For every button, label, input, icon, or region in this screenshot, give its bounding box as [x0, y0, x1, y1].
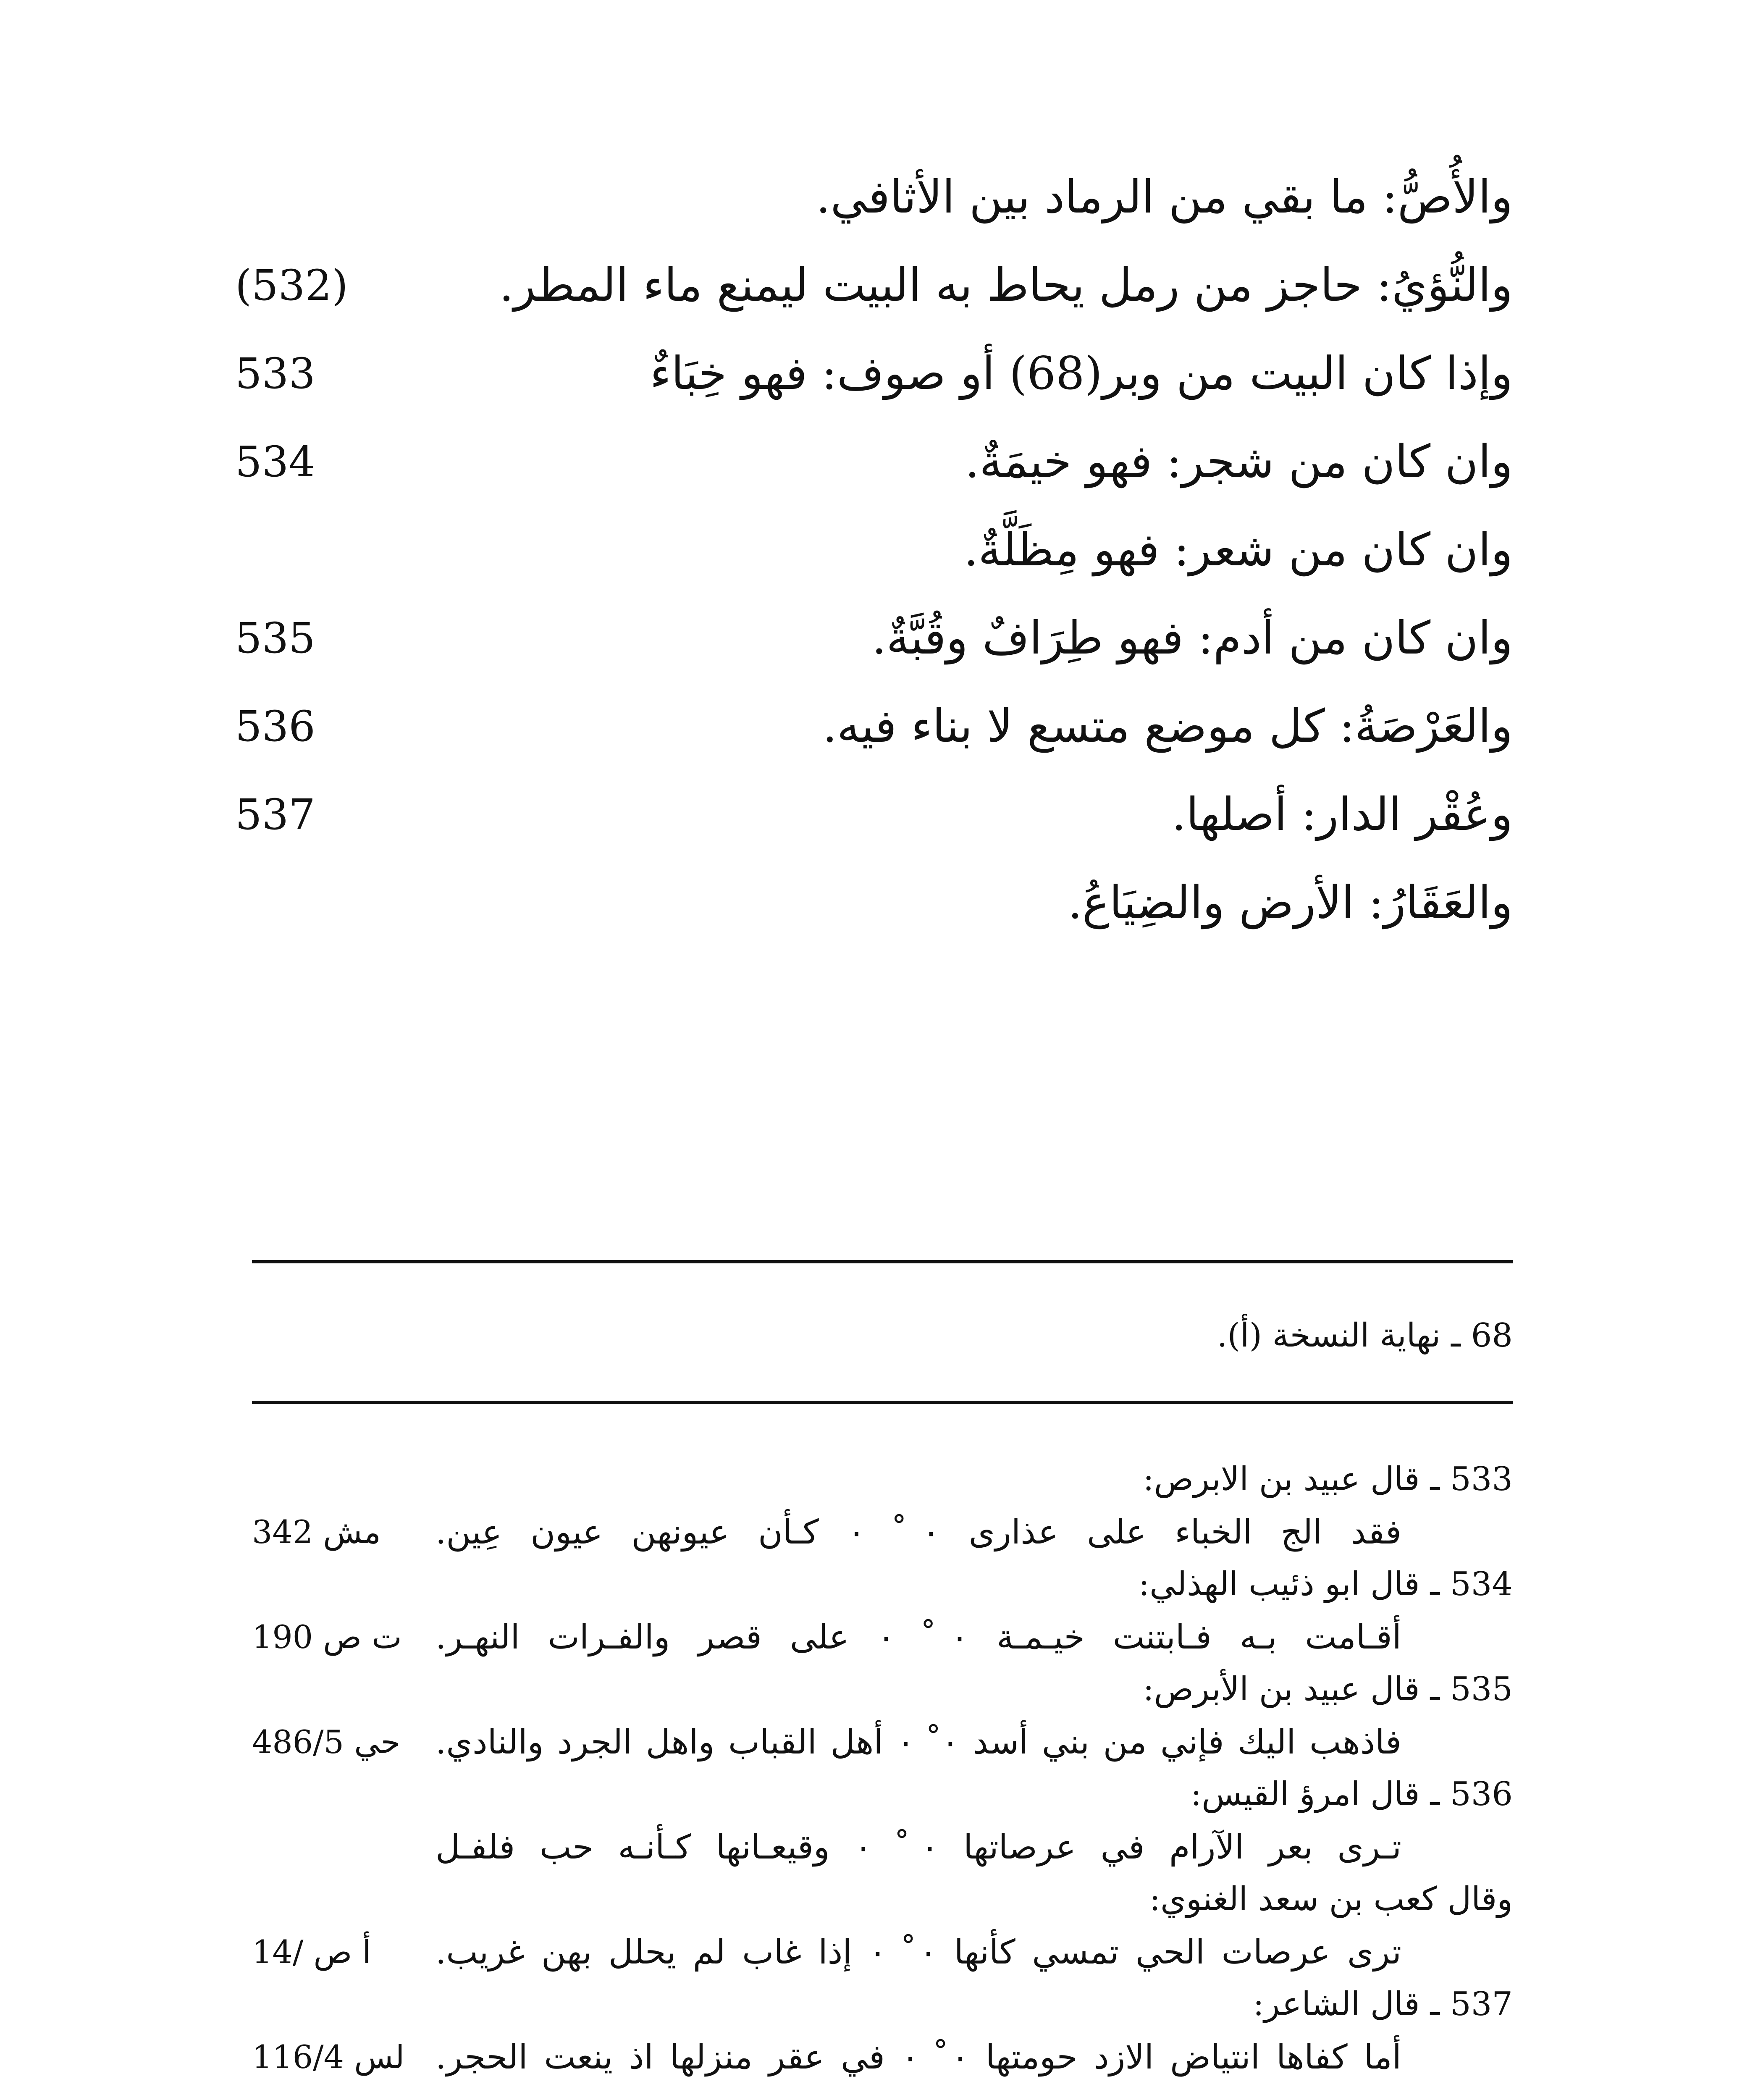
- commentary-head-536: 536 ـ قال امرؤ القيس:: [1191, 1775, 1513, 1813]
- entry-line-9: والعَقَارُ: الأرض والضِيَاعُ.: [1068, 877, 1513, 929]
- commentary-verse-533: فقد الج الخباء على عذارى ٠ ْ ٠ كـأن عيونهن عيون عِين.: [436, 1512, 1401, 1551]
- entry-line-8: وعُقْر الدار: أصلها.: [1171, 788, 1513, 841]
- commentary-head-535: 535 ـ قال عبيد بن الأبرص:: [1143, 1670, 1513, 1708]
- entry-line-2: والنُّؤيُ: حاجز من رمل يحاط به البيت ليمنع ماء المطر.: [499, 259, 1513, 312]
- entry-line-5: وان كان من شعر: فهو مِظَلَّةٌ.: [963, 524, 1513, 576]
- footnote-68: 68 ـ نهاية النسخة (أ).: [1217, 1317, 1513, 1354]
- entry-ref-533: 533: [235, 349, 315, 398]
- footnote-rule-bottom: [252, 1401, 1513, 1404]
- commentary-source-537: لس 116/4: [252, 2038, 405, 2076]
- commentary-head-536b: وقال كعب بن سعد الغنوي:: [1149, 1880, 1513, 1918]
- commentary-source-533: مش 342: [252, 1513, 381, 1551]
- entry-line-1: والأُصُّ: ما بقي من الرماد بين الأثافي.: [816, 171, 1513, 223]
- entry-ref-532: (532): [235, 261, 348, 310]
- commentary-source-534: ت ص 190: [252, 1618, 402, 1656]
- commentary-verse-536a: تـرى بعر الآرام في عرصاتها ٠ ْ ٠ وقيعـانها كـأنـه حب فلفـل: [436, 1827, 1402, 1866]
- commentary-verse-535: فاذهب اليك فإني من بني أسد ٠ ْ ٠ أهل القباب واهل الجرد والنادي.: [436, 1722, 1402, 1761]
- commentary-verse-536b: ترى عرصات الحي تمسي كأنها ٠ ْ ٠ إذا غاب لم يحلل بهن غريب.: [436, 1932, 1401, 1971]
- commentary-source-535: حي 486/5: [252, 1723, 401, 1761]
- commentary-head-534: 534 ـ قال ابو ذئيب الهذلي:: [1138, 1565, 1513, 1603]
- entry-ref-537: 537: [235, 790, 315, 839]
- entry-ref-534: 534: [235, 437, 315, 486]
- entry-line-6: وان كان من أدم: فهو طِرَافٌ وقُبَّةٌ.: [872, 612, 1513, 664]
- footnote-rule-top: [252, 1260, 1513, 1263]
- commentary-verse-534: أقـامت بـه فـابتنت خيـمـة ٠ ْ ٠ على قصر والفـرات النهـر.: [436, 1617, 1402, 1656]
- commentary-head-533: 533 ـ قال عبيد بن الابرص:: [1143, 1460, 1513, 1498]
- entry-line-7: والعَرْصَةُ: كل موضع متسع لا بناء فيه.: [822, 700, 1513, 753]
- entry-ref-536: 536: [235, 702, 315, 751]
- entry-line-3: وإذا كان البيت من وبر(68) أو صوف: فهو خِبَاءٌ: [650, 347, 1513, 400]
- entry-ref-535: 535: [235, 614, 315, 663]
- commentary-head-537: 537 ـ قال الشاعر:: [1253, 1985, 1513, 2023]
- entry-line-4: وان كان من شجر: فهو خيمَةٌ.: [965, 436, 1513, 488]
- commentary-source-536: أ ص /14: [252, 1933, 371, 1971]
- commentary-verse-537: أما كفاها انتياض الازد حومتها ٠ ْ ٠ في عقر منزلها اذ ينعت الحجر.: [436, 2037, 1401, 2076]
